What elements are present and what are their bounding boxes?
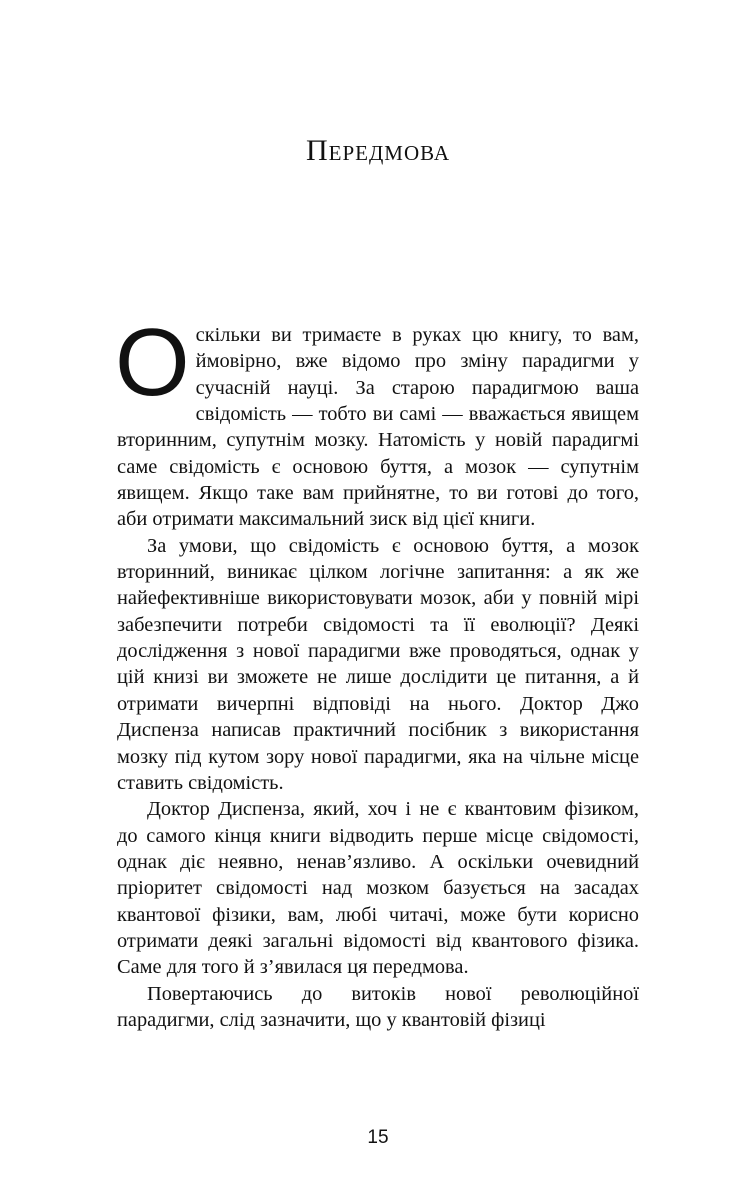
paragraph-2: За умови, що свідомість є основою буття, а мозок вторинний, виникає цілком логічне запитання: а як же найефективніше використовувати мозок, аби у повній мірі забезпечити потреби свідомості та її еволюції? Деякі дослідження з нової парадигми вже проводяться, однак у цій книзі ви зможете не лише дослідити це питання, а й отримати вичерпні відповіді на нього. Доктор Джо Диспенза написав практичний посібник з використання мозку під кутом зору нової парадигми, яка на чільне місце ставить свідомість. (117, 534, 639, 794)
paragraph-1 (115, 309, 639, 533)
drop-cap: О (115, 309, 190, 416)
paragraph-4: Повертаючись до витоків нової революційної парадигми, слід зазначити, що у квантовій фізиці (117, 982, 639, 1031)
paragraph-3: Доктор Диспенза, який, хоч і не є квантовим фізиком, до самого кінця книги відводить перше місце свідомості, однак діє неявно, ненав’язливо. А оскільки очевидний пріоритет свідомості над мозком базується на засадах квантової фізики, вам, любі читачі, може бути корисно отримати деякі загальні відомості від квантового фізика. Саме для того й з’явилася ця передмова. (117, 798, 639, 979)
body-text (115, 309, 639, 1033)
page-number: 15 (367, 1127, 389, 1148)
page-title: Передмова (305, 134, 450, 167)
paragraph-1-text: скільки ви тримаєте в руках цю книгу, то вам, ймовірно, вже відомо про зміну парадигми у сучасній науці. За старою парадигмою ваша свідомість — тобто ви самі — вважається явищем вторинним, супутнім мозку. Натомість у новій парадигмі саме свідомість є основою буття, а мозок — супутнім явищем. Якщо таке вам прийнятне, то ви готові до того, аби отримати максимальний зиск від цієї книги. (117, 324, 639, 531)
